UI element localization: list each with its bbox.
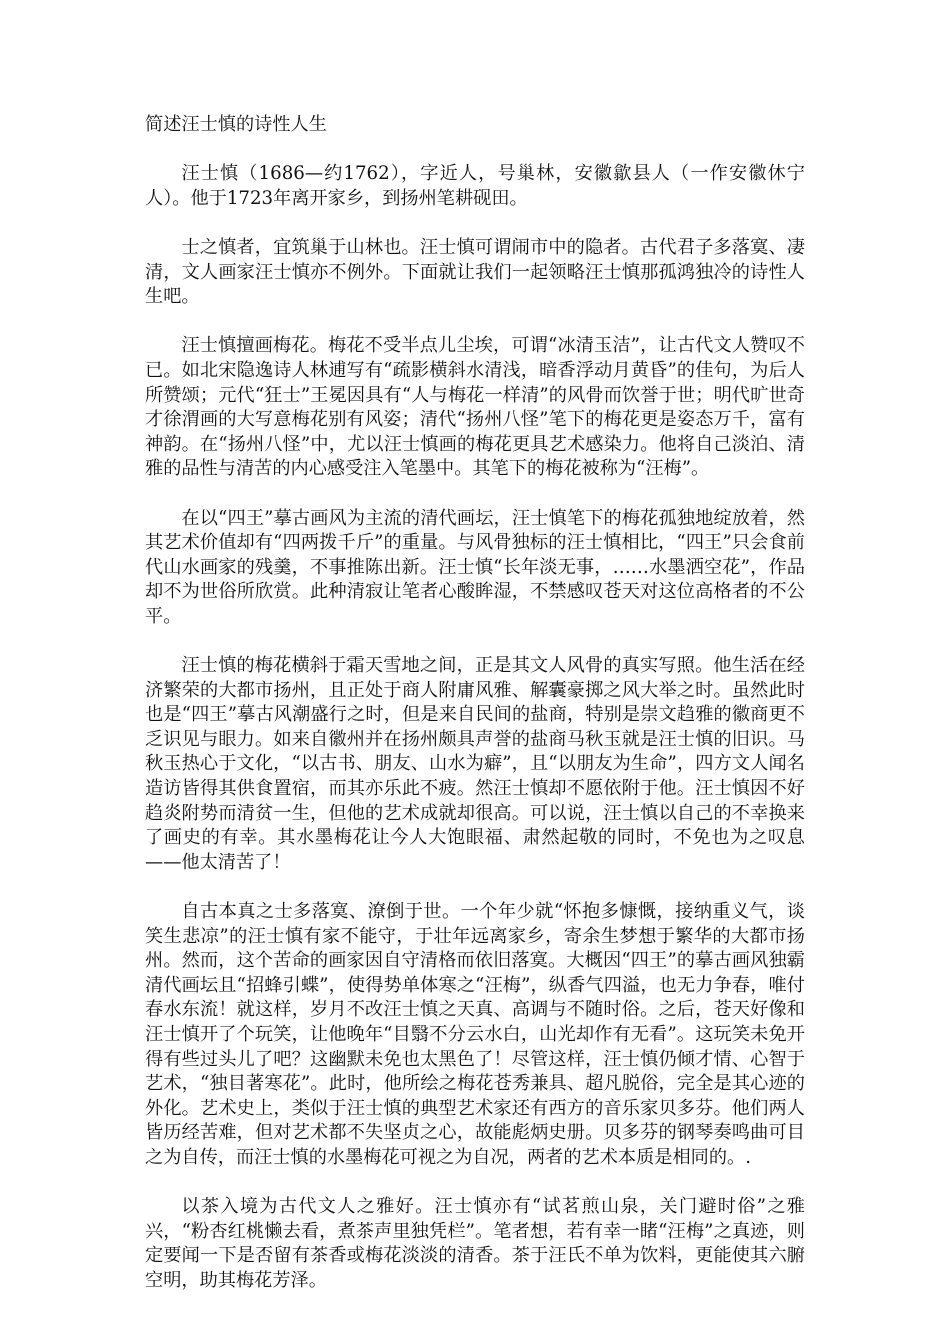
paragraph-7: 以茶入境为古代文人之雅好。汪士慎亦有“试茗煎山泉，关门避时俗”之雅兴，“粉杏红桃懒去看，煮茶声里独凭栏”。笔者想，若有幸一睹“汪梅”之真迹，则定要闻一下是否留有茶香或梅花淡淡的清香。茶于汪氏不单为饮料，更能使其六腑空明，助其梅花芳泽。 [145,1196,805,1291]
article-body [145,113,805,1318]
paragraph-2: 士之慎者，宜筑巢于山林也。汪士慎可谓闹市中的隐者。古代君子多落寞、凄清，文人画家汪士慎亦不例外。下面就让我们一起领略汪士慎那孤鸿独冷的诗性人生吧。 [145,236,805,308]
paragraph-5: 汪士慎的梅花横斜于霜天雪地之间，正是其文人风骨的真实写照。他生活在经济繁荣的大都市扬州，且正处于商人附庸风雅、解囊豪掷之风大举之时。虽然此时也是“四王”摹古风潮盛行之时，但是来自民间的盐商，特别是崇文趋雅的徽商更不乏识见与眼力。如来自徽州并在扬州颇具声誉的盐商马秋玉就是汪士慎的旧识。马秋玉热心于文化，“以古书、朋友、山水为癖”，且“以朋友为生命”，四方文人闻名造访皆得其供食置宿，而其亦乐此不疲。然汪士慎却不愿依附于他。汪士慎因不好趋炎附势而清贫一生，但他的艺术成就却很高。可以说，汪士慎以自己的不幸换来了画史的有幸。其水墨梅花让今人大饱眼福、肃然起敬的同时，不免也为之叹息——他太清苦了！ [145,655,805,873]
paragraph-4: 在以“四王”摹古画风为主流的清代画坛，汪士慎笔下的梅花孤独地绽放着，然其艺术价值却有“四两拨千斤”的重量。与风骨独标的汪士慎相比，“四王”只会食前代山水画家的残羹，不事推陈出新。汪士慎“长年淡无事，……水墨洒空花”，作品却不为世俗所欣赏。此种清寂让笔者心酸眸湿，不禁感叹苍天对这位高格者的不公平。 [145,507,805,627]
paragraph-1: 汪士慎（1686—约1762），字近人，号巢林，安徽歙县人（一作安徽休宁人）。他于1723年离开家乡，到扬州笔耕砚田。 [145,163,805,209]
paragraph-6: 自古本真之士多落寞、潦倒于世。一个年少就“怀抱多慷慨，接纳重义气，谈笑生悲凉”的汪士慎有家不能守，于壮年远离家乡，寄余生梦想于繁华的大都市扬州。然而，这个苦命的画家因自守清格而依旧落寞。大概因“四王”的摹古画风独霸清代画坛且“招蜂引蝶”，使得势单体寒之“汪梅”，纵香气四溢，也无力争春，唯付春水东流！就这样，岁月不改汪士慎之天真、高调与不随时俗。之后，苍天好像和汪士慎开了个玩笑，让他晚年“目翳不分云水白，山光却作有无看”。这玩笑未免开得有些过头儿了吧？这幽默未免也太黑色了！尽管这样，汪士慎仍倾才情、心智于艺术，“独目著寒花”。此时，他所绘之梅花苍秀兼具、超凡脱俗，完全是其心迹的外化。艺术史上，类似于汪士慎的典型艺术家还有西方的音乐家贝多芬。他们两人皆历经苦难，但对艺术都不失坚贞之心，故能彪炳史册。贝多芬的钢琴奏鸣曲可目之为自传，而汪士慎的水墨梅花可视之为自况，两者的艺术本质是相同的。. [145,901,805,1168]
article-title: 简述汪士慎的诗性人生 [145,114,327,135]
paragraph-3: 汪士慎擅画梅花。梅花不受半点儿尘埃，可谓“冰清玉洁”，让古代文人赞叹不已。如北宋隐逸诗人林逋写有“疏影横斜水清浅，暗香浮动月黄昏”的佳句，为后人所赞颂；元代“狂士”王冕因具有“人与梅花一样清”的风骨而饮誉于世；明代旷世奇才徐渭画的大写意梅花别有风姿；清代“扬州八怪”笔下的梅花更是姿态万千，富有神韵。在“扬州八怪”中，尤以汪士慎画的梅花更具艺术感染力。他将自己淡泊、清雅的品性与清苦的内心感受注入笔墨中。其笔下的梅花被称为“汪梅”。 [145,335,805,480]
